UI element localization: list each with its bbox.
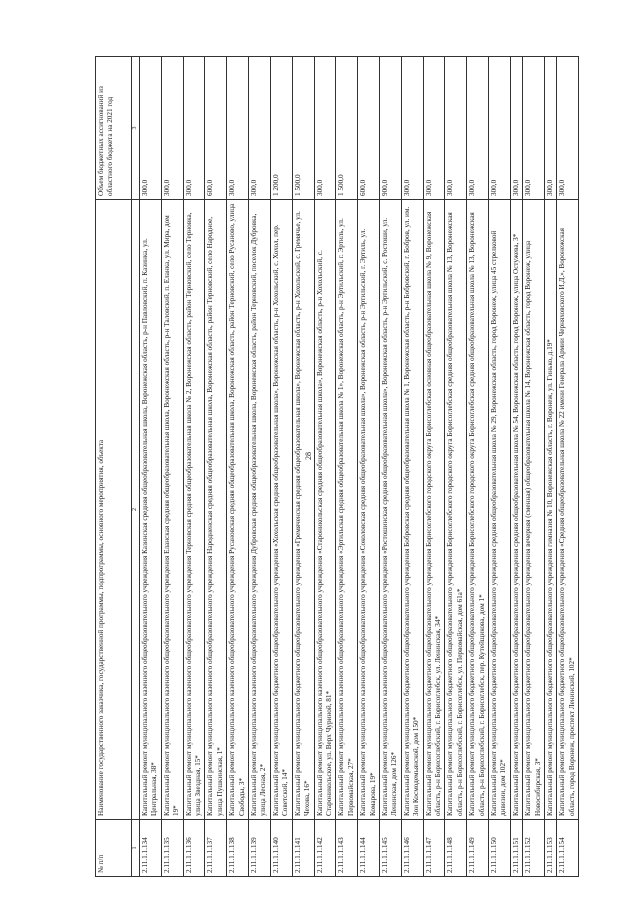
row-number: 2.11.1.1.134 [140,820,162,877]
budget-amount: 300,0 [557,57,579,200]
budget-amount: 1 500,0 [336,57,358,200]
budget-amount: 300,0 [467,57,489,200]
object-name: Капитальный ремонт муниципального казенного общеобразовательного учреждения Русановская средняя общеобразовательная школа, Воронежская область, район Терновский, село Русаново, улица Свободы, 3* [227,200,249,820]
budget-amount: 300,0 [183,57,205,200]
row-number: 2.11.1.1.154 [557,820,579,877]
row-number: 2.11.1.1.146 [401,820,423,877]
row-number: 2.11.1.1.136 [183,820,205,877]
budget-amount: 300,0 [314,57,336,200]
budget-amount: 300,0 [545,57,557,200]
table-row [379,57,401,877]
object-name: Капитальный ремонт муниципального казенного общеобразовательного учреждения «Эртильская средняя общеобразовательная школа № 1», Воронежская область, р-н Эртильский, г. Эртиль, ул. Первомайская, 27* [336,200,358,820]
budget-amount: 900,0 [379,57,401,200]
header-name: Наименование государственного заказчика, государственной программы, подпрограммы, основного мероприятия, объекта [96,200,132,820]
budget-amount: 300,0 [161,57,183,200]
row-number: 2.11.1.1.151 [510,820,522,877]
object-name: Капитальный ремонт муниципального казенного общеобразовательного учреждения «Ростошинская средняя общеобразовательная школа», Воронежская область, р-н Эртильский, с. Ростоши, ул. Ленинская, дом 126* [379,200,401,820]
row-number: 2.11.1.1.143 [336,820,358,877]
row-number: 2.11.1.1.140 [270,820,292,877]
table-row [336,57,358,877]
row-number: 2.11.1.1.149 [467,820,489,877]
object-name: Капитальный ремонт муниципального казенного общеобразовательного учреждения Народненская средняя общеобразовательная школа, Воронежская область, район Терновский, село Народное, улица Пушкинская, 1* [205,200,227,820]
row-number: 2.11.1.1.135 [161,820,183,877]
table-row [510,57,522,877]
budget-amount: 300,0 [140,57,162,200]
table-row [358,57,380,877]
table-row [401,57,423,877]
budget-amount: 300,0 [249,57,271,200]
table-header-row [96,57,132,877]
row-number: 2.11.1.1.138 [227,820,249,877]
table-row [227,57,249,877]
object-name: Капитальный ремонт муниципального казенного общеобразовательного учреждения Еланская средняя общеобразовательная школа, Воронежская область, р-н Таловский, п. Еланка, ул. Мира, дом 19* [161,200,183,820]
object-name: Капитальный ремонт муниципального казенного общеобразовательного учреждения «Староникольская средняя общеобразовательная школа», Воронежская область, р-н Хохольский, с. Староникольское, ул. Верх Чуриной, 81* [314,200,336,820]
table-row [467,57,489,877]
row-number: 2.11.1.1.153 [545,820,557,877]
table-row [423,57,445,877]
budget-amount: 1 500,0 [292,57,314,200]
column-index-row [132,57,140,877]
row-number: 2.11.1.1.141 [292,820,314,877]
page-number: 28 [304,452,313,460]
table-row [489,57,511,877]
object-name: Капитальный ремонт муниципального казенного общеобразовательного учреждения «Соколовская средняя общеобразовательная школа», Воронежская область, р-н Эртильский, г. Эртиль, ул. Комарова, 19* [358,200,380,820]
row-number: 2.11.1.1.147 [423,820,445,877]
budget-amount: 600,0 [205,57,227,200]
header-amount: Объем бюджетных ассигнований из областного бюджета на 2021 год [96,57,132,200]
table-row [557,57,579,877]
object-name: Капитальный ремонт муниципального бюджетного общеобразовательного учреждения средняя общеобразовательная школа № 54, Воронежская область, город Воронеж, улица Остужева, 3* [510,200,522,820]
row-number: 2.11.1.1.145 [379,820,401,877]
column-index: 2 [132,200,140,820]
table-row [205,57,227,877]
header-number: № п/п [96,820,132,877]
object-name: Капитальный ремонт муниципального бюджетного общеобразовательного учреждения «Гремяченская средняя общеобразовательная школа», Воронежская область, р-н Хохольский, с. Гремячье, ул. Чехова, 16* [292,200,314,820]
row-number: 2.11.1.1.144 [358,820,380,877]
table-row [292,57,314,877]
row-number: 2.11.1.1.137 [205,820,227,877]
table-row [183,57,205,877]
budget-amount: 300,0 [445,57,467,200]
budget-table [95,56,579,877]
table-row [545,57,557,877]
object-name: Капитальный ремонт муниципального бюджетного общеобразовательного учреждения «Хохольская средняя общеобразовательная школа», Воронежская область, р-н Хохольский, с. Хохол, пер. Советский, 14* [270,200,292,820]
object-name: Капитальный ремонт муниципального бюджетного общеобразовательного учреждения вечерняя (сменная) общеобразовательная школа № 14, Воронежская область, город Воронеж, улица Новосибирская, 3* [523,200,545,820]
object-name: Капитальный ремонт муниципального бюджетного общеобразовательного учреждения «Средняя общеобразовательная школа № 22 имени Генерала Армии Черняховского И.Д.», Воронежская область, город Воронеж, проспект Ленинский, 102* [557,200,579,820]
column-index: 1 [132,820,140,877]
budget-amount: 300,0 [489,57,511,200]
table-row [161,57,183,877]
budget-amount: 300,0 [423,57,445,200]
row-number: 2.11.1.1.139 [249,820,271,877]
table-row [140,57,162,877]
row-number: 2.11.1.1.148 [445,820,467,877]
object-name: Капитальный ремонт муниципального бюджетного общеобразовательного учреждения Бобровская средняя общеобразовательная школа № 1, Воронежская область, р-н Бобровский, г. Бобров, ул. им. Зои Космодемьянской, дом 150* [401,200,423,820]
budget-amount: 1 200,0 [270,57,292,200]
object-name: Капитальный ремонт муниципального казенного общеобразовательного учреждения Дубровская средняя общеобразовательная школа, Воронежская область, район Терновский, поселок Дубровка, улица Лесная, 2* [249,200,271,820]
object-name: Капитальный ремонт муниципального казенного общеобразовательного учреждения Казинская средняя общеобразовательная школа, Воронежская область, р-н Павловский, п. Казинка, ул. Центральная, 38* [140,200,162,820]
budget-amount: 300,0 [401,57,423,200]
table-body [140,57,579,877]
row-number: 2.11.1.1.150 [489,820,511,877]
budget-amount: 300,0 [227,57,249,200]
table-row [445,57,467,877]
table-row [314,57,336,877]
table-row [249,57,271,877]
object-name: Капитальный ремонт муниципального бюджетного общеобразовательного учреждения средняя общеобразовательная школа № 29, Воронежская область, город Воронеж, улица 45 стрелковой дивизии, дом 102* [489,200,511,820]
budget-amount: 300,0 [510,57,522,200]
row-number: 2.11.1.1.152 [523,820,545,877]
object-name: Капитальный ремонт муниципального казенного общеобразовательного учреждения Терновская средняя общеобразовательная школа № 2, Воронежская область, район Терновский, село Терновка, улица Звездная, 15* [183,200,205,820]
object-name: Капитальный ремонт муниципального бюджетного общеобразовательного учреждения Борисоглебского городского округа Борисоглебская основная общеобразовательная школа № 9, Воронежская область, р-н Борисоглебский, г. Борисоглебск, ул. Ленинская, 34* [423,200,445,820]
column-index: 3 [132,57,140,200]
row-number: 2.11.1.1.142 [314,820,336,877]
table-row [523,57,545,877]
budget-amount: 300,0 [523,57,545,200]
object-name: Капитальный ремонт муниципального бюджетного общеобразовательного учреждения гимназия № 10, Воронежская область, г. Воронеж, ул. Гинько, д.19* [545,200,557,820]
object-name: Капитальный ремонт муниципального бюджетного общеобразовательного учреждения Борисоглебского городского округа Борисоглебская средняя общеобразовательная школа № 13, Воронежская область, р-н Борисоглебский, г. Борисоглебск, пер. Кутейщикова, дом 1* [467,200,489,820]
table-row [270,57,292,877]
budget-amount: 600,0 [358,57,380,200]
object-name: Капитальный ремонт муниципального бюджетного общеобразовательного учреждения Борисоглебского городского округа Борисоглебская средняя общеобразовательная школа № 13, Воронежская область, р-н Борисоглебский, г. Борисоглебск, ул. Первомайская, дом 61а* [445,200,467,820]
